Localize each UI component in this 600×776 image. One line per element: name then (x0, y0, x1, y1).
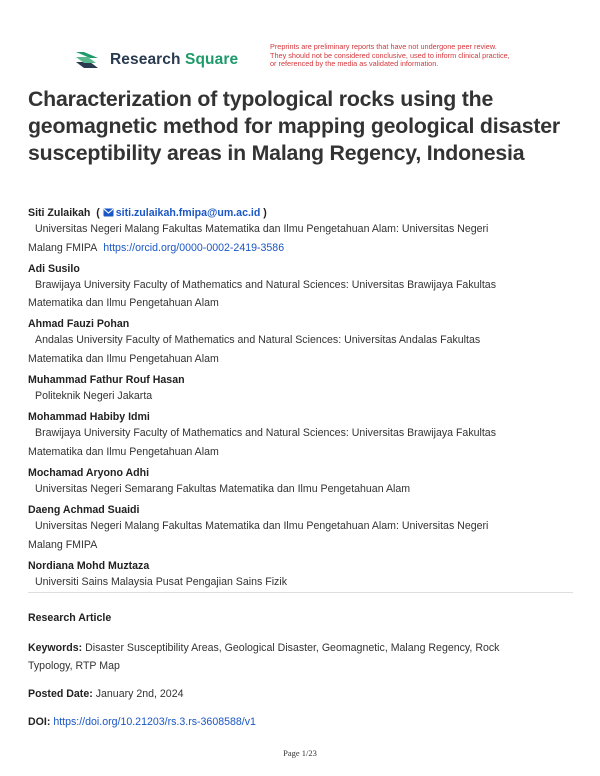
author-affiliation: Brawijaya University Faculty of Mathematics and Natural Sciences: Universitas Brawijaya Fakultas (35, 278, 496, 291)
author-name: Siti Zulaikah ( siti.zulaikah.fmipa@um.ac.id ) (28, 207, 267, 219)
author-affiliation: Universitas Negeri Malang Fakultas Matematika dan Ilmu Pengetahuan Alam: Universitas Negeri (35, 223, 489, 235)
author-affiliation: Andalas University Faculty of Mathematics and Natural Sciences: Universitas Andalas Fakultas (35, 334, 481, 346)
research-square-logo-icon (74, 49, 102, 71)
author-affiliation: Universitas Negeri Semarang Fakultas Matematika dan Ilmu Pengetahuan Alam (35, 482, 411, 495)
page-number: Page 1/23 (283, 748, 317, 758)
keywords-line1: Disaster Susceptibility Areas, Geological Disaster, Geomagnetic, Malang Regency, Rock (85, 642, 500, 654)
doi (28, 713, 573, 731)
notice-line: They should not be considered conclusive, used to inform clinical practice, (270, 50, 510, 60)
author-list (28, 207, 573, 591)
author-name: Adi Susilo (28, 262, 80, 275)
author-name: Daeng Achmad Suaidi (28, 504, 140, 516)
article-type (28, 609, 573, 627)
author-affiliation: Universiti Sains Malaysia Pusat Pengajian Sains Fizik (35, 575, 288, 588)
author-name: Muhammad Fathur Rouf Hasan (28, 373, 185, 386)
author-affiliation-line2: Malang FMIPA (28, 241, 98, 254)
section-divider (28, 592, 573, 593)
author-affiliation: Politeknik Negeri Jakarta (35, 389, 153, 402)
keywords-label: Keywords: (28, 642, 83, 654)
author-name: Nordiana Mohd Muztaza (28, 559, 150, 572)
author-email-link[interactable]: siti.zulaikah.fmipa@um.ac.id (115, 207, 261, 219)
author-affiliation: Universitas Negeri Malang Fakultas Matematika dan Ilmu Pengetahuan Alam: Universitas Negeri (35, 520, 489, 532)
author-affiliation-continued: Matematika dan Ilmu Pengetahuan Alam (28, 445, 219, 458)
author-affiliation-continued: Matematika dan Ilmu Pengetahuan Alam (28, 297, 219, 309)
keywords (28, 639, 573, 675)
notice-line: Preprints are preliminary reports that have not undergone peer review. (270, 42, 497, 51)
logo-word-research: Research (110, 51, 181, 68)
logo-wordmark (110, 51, 238, 69)
envelope-icon (103, 208, 114, 217)
logo-word-square: Square (185, 51, 239, 68)
author-affiliation-continued: Matematika dan Ilmu Pengetahuan Alam (28, 352, 219, 365)
research-square-logo[interactable] (74, 48, 238, 72)
posted-date-label: Posted Date: (28, 688, 93, 700)
article-type-text: Research Article (28, 612, 112, 624)
author-affiliation-continued: Malang FMIPA (28, 538, 98, 551)
doi-link[interactable]: https://doi.org/10.21203/rs.3.rs-3608588/v1 (53, 716, 256, 728)
author-name: Mohammad Habiby Idmi (28, 411, 150, 423)
author-affiliation-continued (28, 239, 573, 257)
posted-date-value: January 2nd, 2024 (95, 688, 184, 700)
posted-date (28, 685, 573, 703)
author-name: Mochamad Aryono Adhi (28, 466, 150, 479)
author-name: Ahmad Fauzi Pohan (28, 318, 130, 330)
author-name-text: Siti Zulaikah (28, 207, 91, 219)
paper-title: Characterization of typological rocks using the geomagnetic method for mapping geological disaster susceptibility areas in Malang Regency, Indonesia (28, 87, 560, 165)
preprint-notice (270, 43, 532, 69)
keywords-line2: Typology, RTP Map (28, 660, 120, 672)
orcid-link[interactable]: https://orcid.org/0000-0002-2419-3586 (103, 241, 285, 254)
notice-line: or referenced by the media as validated information. (270, 59, 439, 69)
author-affiliation: Brawijaya University Faculty of Mathematics and Natural Sciences: Universitas Brawijaya Fakultas (35, 427, 496, 439)
doi-label: DOI: (28, 716, 51, 728)
